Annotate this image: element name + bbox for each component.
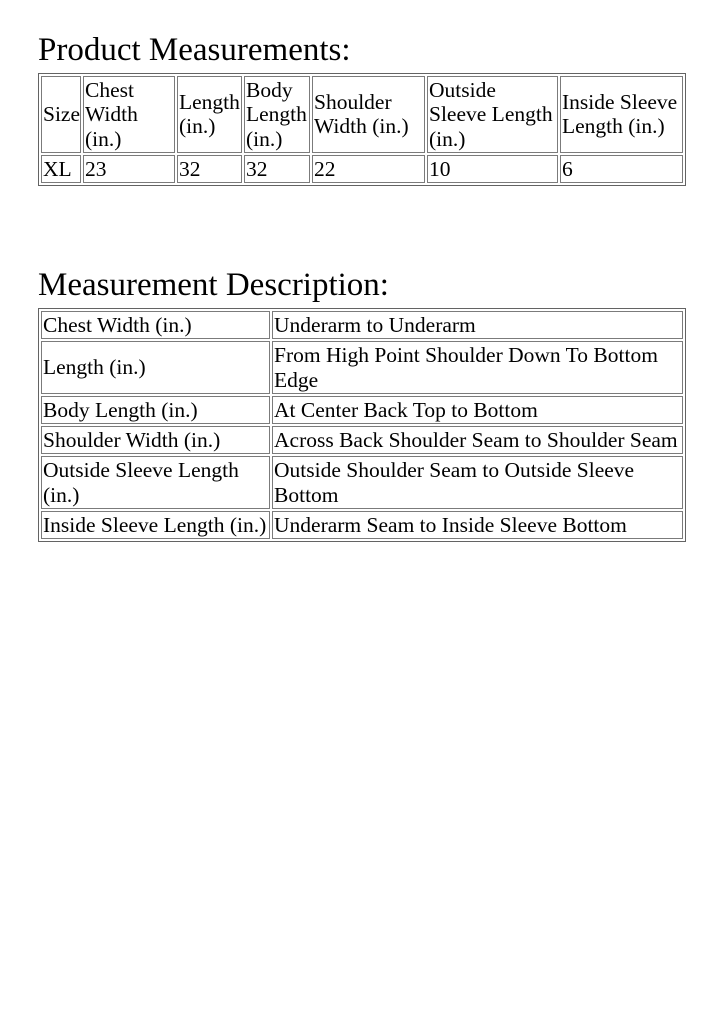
description-cell: Across Back Shoulder Seam to Shoulder Seam [272,426,683,454]
description-cell: Underarm Seam to Inside Sleeve Bottom [272,511,683,539]
label-cell: Outside Sleeve Length (in.) [41,456,270,509]
description-row-inside-sleeve-length [41,511,683,539]
value-cell-length: 32 [177,155,242,183]
measurement-description-heading: Measurement Description: [38,267,389,304]
description-cell: From High Point Shoulder Down To Bottom Edge [272,341,683,394]
product-table-header-row [41,76,683,153]
product-table-data-row [41,155,683,183]
label-cell: Length (in.) [41,341,270,394]
label-cell: Inside Sleeve Length (in.) [41,511,270,539]
description-cell: At Center Back Top to Bottom [272,396,683,424]
value-cell-chest-width: 23 [83,155,175,183]
value-cell-body-length: 32 [244,155,310,183]
header-cell-length: Length (in.) [177,76,242,153]
description-row-shoulder-width [41,426,683,454]
label-cell: Chest Width (in.) [41,311,270,339]
label-cell: Shoulder Width (in.) [41,426,270,454]
product-measurements-table [38,73,686,186]
description-cell: Outside Shoulder Seam to Outside Sleeve Bottom [272,456,683,509]
description-row-chest-width [41,311,683,339]
description-row-length [41,341,683,394]
value-cell-shoulder-width: 22 [312,155,425,183]
header-cell-inside-sleeve-length: Inside Sleeve Length (in.) [560,76,683,153]
measurement-description-table [38,308,686,542]
header-cell-outside-sleeve-length: Outside Sleeve Length (in.) [427,76,558,153]
value-cell-inside-sleeve-length: 6 [560,155,683,183]
header-cell-body-length: Body Length (in.) [244,76,310,153]
label-cell: Body Length (in.) [41,396,270,424]
description-row-body-length [41,396,683,424]
header-cell-chest-width: Chest Width (in.) [83,76,175,153]
header-cell-size: Size [41,76,81,153]
header-cell-shoulder-width: Shoulder Width (in.) [312,76,425,153]
value-cell-outside-sleeve-length: 10 [427,155,558,183]
description-row-outside-sleeve-length [41,456,683,509]
description-cell: Underarm to Underarm [272,311,683,339]
product-measurements-heading: Product Measurements: [38,32,351,68]
value-cell-size: XL [41,155,81,183]
